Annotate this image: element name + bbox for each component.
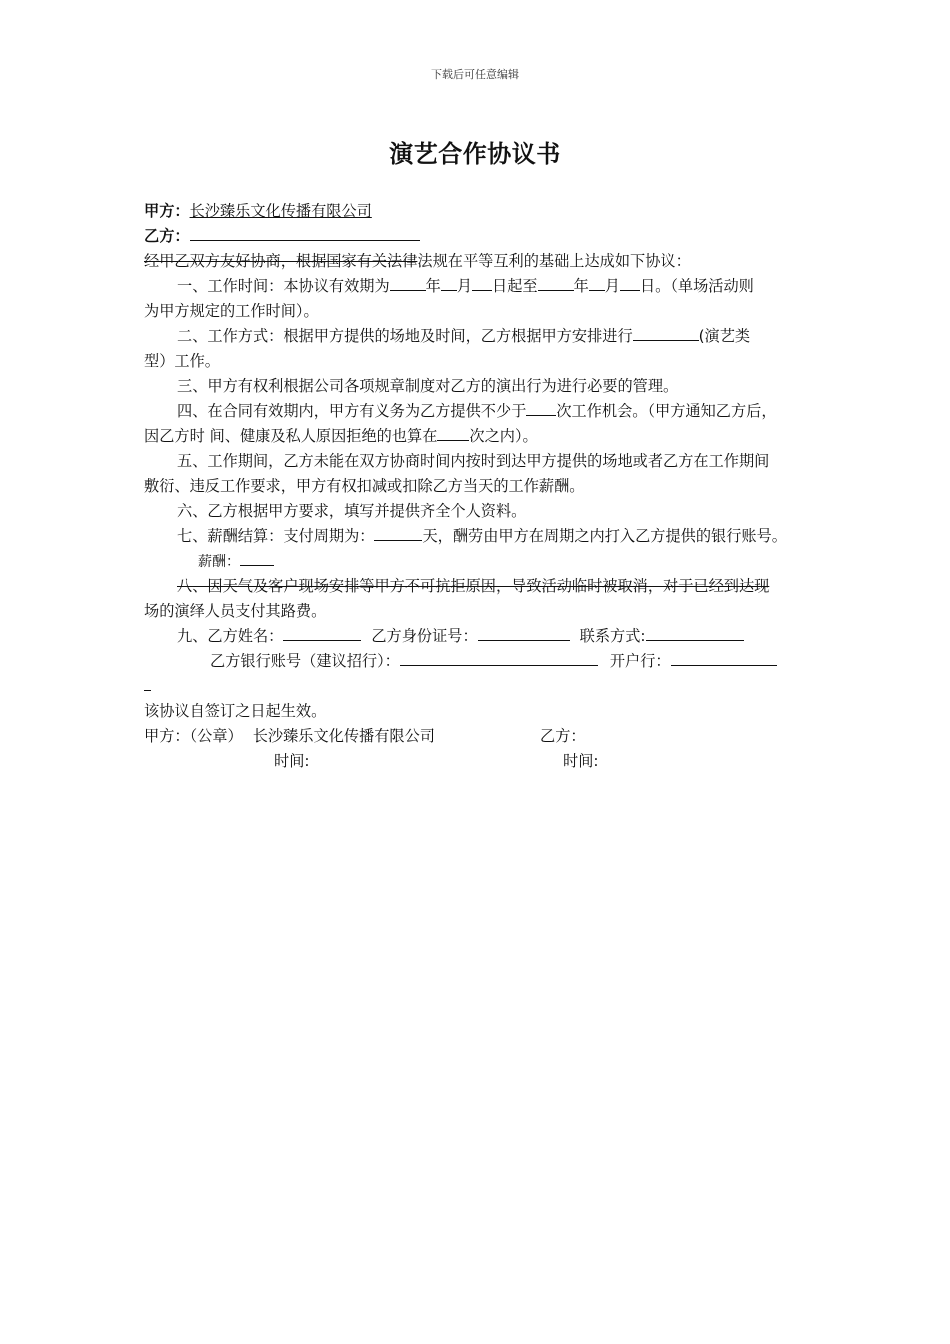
clause-8-strike-text: 八、因天气及客户现场安排等甲方不可抗拒原因，导致活动临时被取消，对于已经到达现 [177, 577, 770, 595]
clause-5-line-1: 五、工作期间，乙方未能在双方协商时间内按时到达甲方提供的场地或者乙方在工作期间 [177, 452, 770, 470]
blank-day-end [620, 276, 640, 291]
signature-time-line [144, 749, 824, 774]
effective-statement: 该协议自签订之日起生效。 [144, 702, 327, 720]
clause-2-type-label: (演艺类 [698, 327, 751, 345]
clause-7-line-1 [144, 524, 824, 549]
blank-contact [646, 626, 744, 641]
party-b-name-label: 九、乙方姓名： [177, 627, 284, 645]
intro-text: 法规在平等互利的基础上达成如下协议： [417, 252, 691, 270]
document-title: 演艺合作协议书 [389, 140, 561, 168]
clause-7-text: 七、薪酬结算：支付周期为： [177, 527, 375, 545]
month-label: 月 [604, 277, 620, 295]
clause-9-line-3 [144, 674, 824, 699]
clause-2-text: 二、工作方式：根据甲方提供的场地及时间，乙方根据甲方安排进行 [177, 327, 633, 345]
signature-party-a [144, 724, 540, 749]
party-a-line [144, 199, 824, 224]
blank-bank-branch [671, 651, 777, 666]
blank-bank-account [400, 651, 598, 666]
header-note: 下载后可任意编辑 [431, 68, 519, 81]
start-label: 日起至 [492, 277, 538, 295]
month-label: 月 [456, 277, 472, 295]
blank-month-start [441, 276, 457, 291]
clause-7-text-b: 天，酬劳由甲方在周期之内打入乙方提供的银行账号。 [422, 527, 787, 545]
blank-performance-type [633, 326, 699, 341]
year-label: 年 [425, 277, 441, 295]
blank-work-count [526, 401, 556, 416]
party-a-name: 长沙臻乐文化传播有限公司 [189, 202, 372, 220]
party-b-label: 乙方： [144, 227, 190, 245]
blank-pay-period [374, 526, 422, 541]
year-label: 年 [573, 277, 589, 295]
clause-1-line-1 [144, 274, 824, 299]
blank-year-end [538, 276, 574, 291]
clause-8-line-2: 场的演绎人员支付其路费。 [144, 602, 327, 620]
clause-2-line-2: 型）工作。 [144, 352, 220, 370]
clause-2-line-1 [144, 324, 824, 349]
clause-4-text: 四、在合同有效期内，甲方有义务为乙方提供不少于 [177, 402, 527, 420]
contact-label: 联系方式: [579, 627, 646, 645]
blank-party-b-id [478, 626, 570, 641]
bank-account-label: 乙方银行账号（建议招行）： [210, 652, 400, 670]
clause-4-line-1 [144, 399, 824, 424]
intro-line [144, 249, 824, 274]
party-b-sign-label: 乙方： [540, 727, 586, 745]
blank-continuation [144, 676, 151, 691]
agreement-body [144, 199, 824, 774]
party-a-sign-name: 长沙臻乐文化传播有限公司 [252, 727, 435, 745]
blank-refusal-count [437, 426, 469, 441]
clause-4-text-b: 次工作机会。（甲方通知乙方后， [556, 402, 777, 420]
party-b-blank [190, 226, 420, 241]
clause-4-line-2 [144, 424, 824, 449]
blank-day-start [472, 276, 492, 291]
signature-line [144, 724, 824, 749]
bank-branch-label: 开户行： [609, 652, 671, 670]
clause-4-text-d: 次之内）。 [469, 427, 538, 445]
party-a-seal-label: 甲方：（公章） [144, 727, 243, 745]
intro-strike-text: 经甲乙双方友好协商，根据国家有关法律 [144, 252, 418, 270]
party-a-label: 甲方： [144, 202, 190, 220]
clause-1-text: 一、工作时间：本协议有效期为 [177, 277, 390, 295]
clause-1-line-2: 为甲方规定的工作时间）。 [144, 302, 319, 320]
clause-3: 三、甲方有权利根据公司各项规章制度对乙方的演出行为进行必要的管理。 [177, 377, 679, 395]
blank-party-b-name [283, 626, 361, 641]
party-a-time-label: 时间: [274, 752, 310, 770]
blank-year-start [390, 276, 426, 291]
blank-month-end [589, 276, 605, 291]
clause-8-line-1 [144, 574, 824, 599]
clause-5-line-2: 敷衍、违反工作要求，甲方有权扣减或扣除乙方当天的工作薪酬。 [144, 477, 585, 495]
party-b-time-label: 时间: [563, 752, 599, 770]
blank-salary [240, 551, 274, 566]
clause-9-line-1 [144, 624, 824, 649]
clause-4-text-c: 因乙方时 间、健康及私人原因拒绝的也算在 [144, 427, 438, 445]
clause-9-line-2 [144, 649, 824, 674]
clause-6: 六、乙方根据甲方要求，填写并提供齐全个人资料。 [177, 502, 527, 520]
clause-7-salary-line [144, 549, 824, 574]
end-label: 日。（单场活动则 [639, 277, 754, 295]
party-b-id-label: 乙方身份证号： [371, 627, 478, 645]
party-b-line [144, 224, 824, 249]
salary-label: 薪酬： [198, 554, 240, 570]
